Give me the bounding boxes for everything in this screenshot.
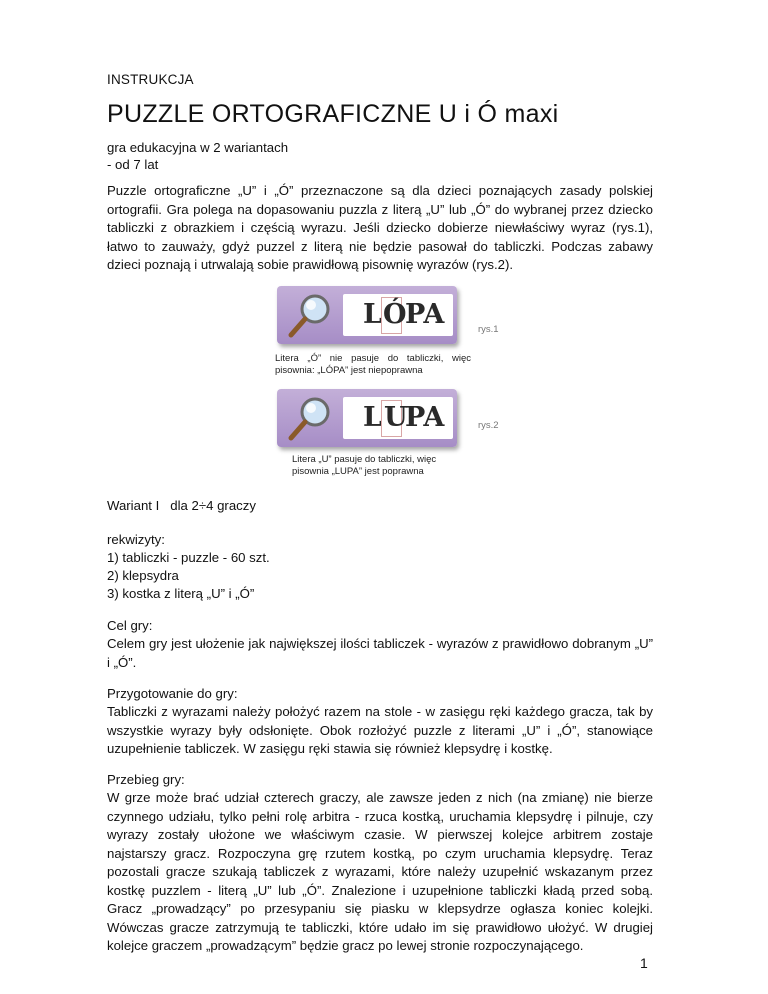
letter-first: L [363, 299, 382, 330]
requisite-item: 1) tabliczki - puzzle - 60 szt. [107, 550, 270, 565]
goal-heading: Cel gry: [107, 618, 153, 633]
figure-label-1: rys.1 [478, 324, 499, 335]
magnifier-icon [283, 394, 341, 444]
page-title: PUZZLE ORTOGRAFICZNE U i Ó maxi [107, 100, 559, 128]
requisite-item: 2) klepsydra [107, 568, 179, 583]
magnifier-icon [283, 291, 341, 341]
course-text: W grze może brać udział czterech graczy, ale zawsze jeden z nich (na zmianę) nie bierze czynnego udziału, tylko pełni rolę arbitra - rzuca kostką, uruchamia klepsydrę i pilnuje, czy wyrazy zostały ułożone we właściwym czasie. W pierwszej kolejce arbitrem zostaje najstarszy gracz. Rozpoczyna grę rzutem kostką, po czym uruchamia klepsydrę. Teraz pozostali gracze szukają tabliczek z wyrazami, które należy uzupełnić wskazanym przez kostkę puzzlem - literą „U” lub „Ó”. Znalezione i uzupełnione tabliczki kładą przed sobą. Gracz „prowadzący” po przesypaniu się piasku w klepsydrze ogłasza koniec kolejki. Wówczas gracze zatrzymują te tabliczki, które udało im się prawidłowo ułożyć. W drugiej kolejce graczem „prowadzącym” będzie gracz po lewej stronie rozpoczynającego. [107, 790, 653, 953]
subtitle-variants: gra edukacyjna w 2 wariantach [107, 140, 289, 155]
letter-first: L [363, 402, 382, 433]
figure-caption-2b: pisownia „LUPA” jest poprawna [292, 466, 424, 477]
figure-caption-2a: Litera „U” pasuje do tabliczki, więc [292, 454, 437, 465]
letter-end: PA [405, 402, 445, 433]
variant-heading: Wariant I dla 2÷4 graczy [107, 498, 256, 513]
intro-paragraph: Puzzle ortograficzne „U” i „Ó” przeznaczone są dla dzieci poznających zasady polskiej ortografii. Gra polega na dopasowaniu puzzla z literą „U” lub „Ó” do wybranej przez dziecko tabliczki z obrazkiem i częścią wyrazu. Jeśli dziecko dobierze niewłaściwy wyraz (rys.1), łatwo to zauważy, gdyż puzzel z literą nie będzie pasował do tabliczki. Podczas zabawy dzieci poznają i utrwalają sobie prawidłową pisownię wyrazów (rys.2). [107, 183, 653, 272]
prep-heading: Przygotowanie do gry: [107, 686, 238, 701]
letter-middle: U [384, 402, 408, 433]
subtitle-age: - od 7 lat [107, 157, 159, 172]
letter-middle: Ó [383, 299, 407, 330]
word-tile [343, 294, 453, 336]
figure-caption-1: Litera „Ó” nie pasuje do tabliczki, więc pisownia: „LÓPA” jest niepoprawna [275, 353, 471, 376]
document-label: INSTRUKCJA [107, 72, 194, 87]
letter-end: PA [405, 299, 445, 330]
page-number: 1 [640, 955, 648, 971]
goal-text: Celem gry jest ułożenie jak największej ilości tabliczek - wyrazów z prawidłowo dobranym „U” i „Ó”. [107, 636, 653, 670]
requisite-item: 3) kostka z literą „U” i „Ó” [107, 586, 255, 601]
puzzle-card-lopa [277, 286, 457, 344]
prep-text: Tabliczki z wyrazami należy położyć razem na stole - w zasięgu ręki każdego gracza, tak by wszystkie wyrazy były odsłonięte. Obok rozłożyć puzzle z literami „U” i „Ó”, stanowiące uzupełnienie tabliczek. W zasięgu ręki stawia się również klepsydrę i kostkę. [107, 704, 653, 756]
puzzle-card-lupa [277, 389, 457, 447]
word-tile [343, 397, 453, 439]
figure-label-2: rys.2 [478, 420, 499, 431]
requisites-heading: rekwizyty: [107, 532, 165, 547]
course-heading: Przebieg gry: [107, 772, 185, 787]
